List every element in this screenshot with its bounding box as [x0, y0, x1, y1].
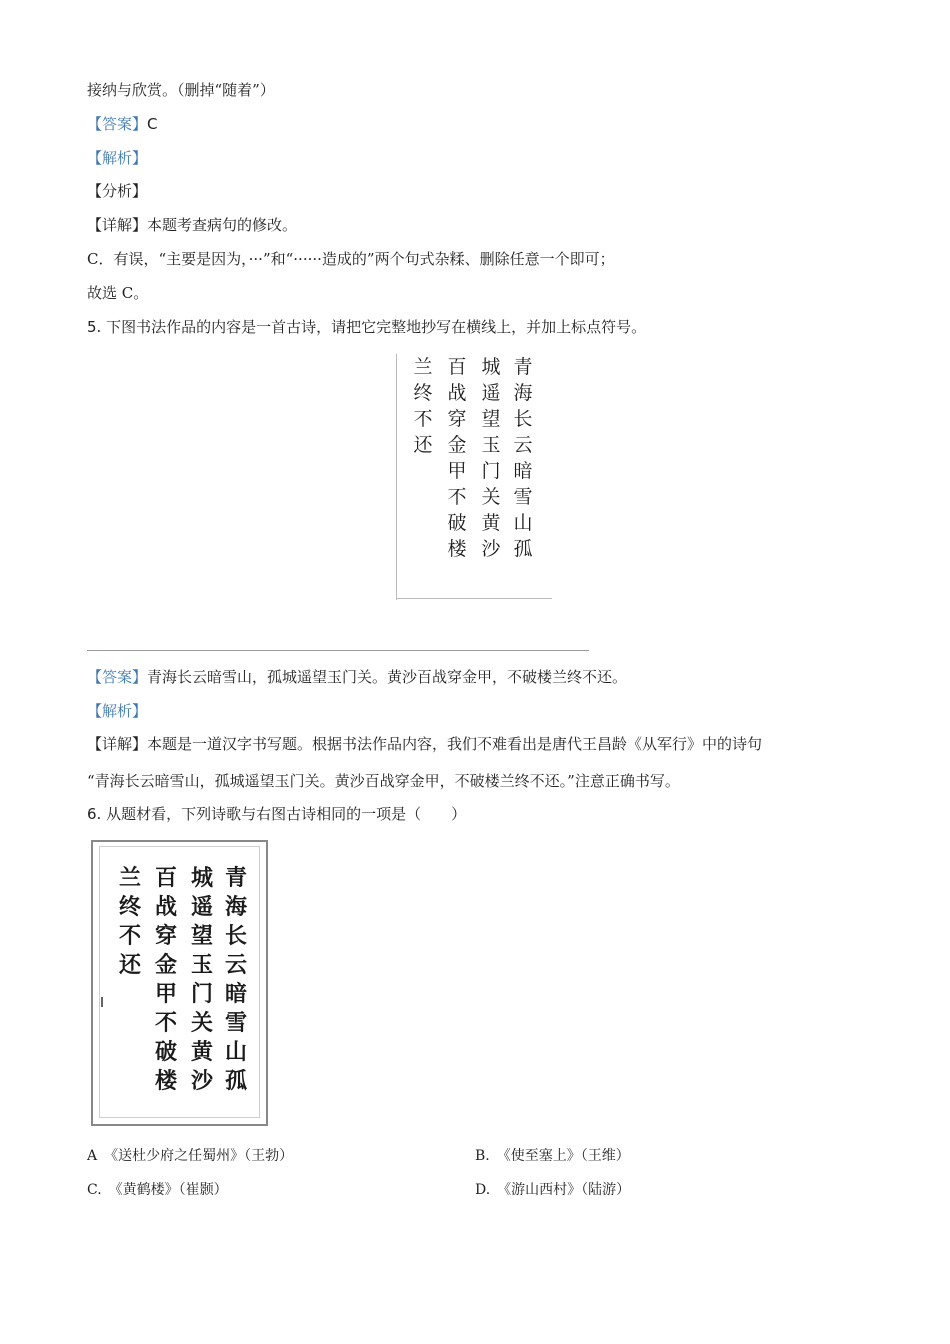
- calligraphy-char: 关: [190, 1010, 213, 1036]
- calligraphy-char: 穿: [154, 923, 177, 949]
- calligraphy-char: 海: [224, 894, 247, 920]
- calligraphy-char: 终: [413, 382, 433, 404]
- question-text: . 从题材看，下列诗歌与右图古诗相同的一项是（ ）: [96, 805, 467, 823]
- option-a: A 《送杜少府之任蜀州》（王勃）: [87, 1148, 294, 1164]
- question-number: 5: [87, 318, 97, 336]
- answer-line: [87, 114, 158, 134]
- option-b: B. 《使至塞上》（王维）: [475, 1148, 630, 1164]
- calligraphy-char: 暗: [513, 460, 533, 482]
- calligraphy-char: 雪: [513, 486, 533, 508]
- calligraphy-column: [508, 354, 538, 562]
- detail-line: 【详解】本题考查病句的修改。: [87, 216, 298, 234]
- calligraphy-char: 金: [154, 952, 177, 978]
- calligraphy-column: [442, 354, 472, 562]
- calligraphy-char: 玉: [190, 952, 213, 978]
- calligraphy-char: 长: [224, 923, 247, 949]
- calligraphy-char: 甲: [447, 460, 467, 482]
- calligraphy-char: 百: [154, 865, 177, 891]
- answer-value: 青海长云暗雪山，孤城遥望玉门关。黄沙百战穿金甲，不破楼兰终不还。: [147, 668, 628, 686]
- calligraphy-char: 云: [513, 434, 533, 456]
- calligraphy-char: 玉: [481, 434, 501, 456]
- calligraphy-char: 兰: [118, 865, 141, 891]
- calligraphy-char: 青: [224, 865, 247, 891]
- calligraphy-char: 终: [118, 894, 141, 920]
- calligraphy-char: 还: [413, 434, 433, 456]
- calligraphy-char: 甲: [154, 981, 177, 1007]
- calligraphy-char: 遥: [481, 382, 501, 404]
- fenxi-heading: 【分析】: [87, 182, 148, 200]
- calligraphy-char: 青: [513, 356, 533, 378]
- calligraphy-column: [221, 864, 251, 1096]
- calligraphy-column: [187, 864, 217, 1096]
- calligraphy-char: 山: [513, 512, 533, 534]
- calligraphy-char: 百: [447, 356, 467, 378]
- calligraphy-char: 望: [481, 408, 501, 430]
- option-c: C. 《黄鹤楼》（崔颢）: [87, 1182, 228, 1198]
- calligraphy-column: [115, 864, 145, 980]
- calligraphy-char: 穿: [447, 408, 467, 430]
- calligraphy-char: 海: [513, 382, 533, 404]
- calligraphy-column: [476, 354, 506, 562]
- calligraphy-char: 不: [413, 408, 433, 430]
- text-line: 接纳与欣赏。（删掉“随着”）: [87, 81, 275, 99]
- calligraphy-char: 楼: [154, 1068, 177, 1094]
- detail-line: “青海长云暗雪山，孤城遥望玉门关。黄沙百战穿金甲，不破楼兰终不还。”注意正确书写。: [87, 772, 680, 790]
- calligraphy-char: 破: [154, 1039, 177, 1065]
- calligraphy-char: 关: [481, 486, 501, 508]
- calligraphy-char: 暗: [224, 981, 247, 1007]
- detail-line: 【详解】本题是一道汉字书写题。根据书法作品内容，我们不难看出是唐代王昌龄《从军行》中的诗句: [87, 735, 763, 753]
- calligraphy-char: 不: [447, 486, 467, 508]
- calligraphy-char: 黄: [481, 512, 501, 534]
- answer-value: C: [147, 115, 158, 133]
- calligraphy-char: 金: [447, 434, 467, 456]
- analysis-tag: 【解析】: [87, 149, 148, 167]
- calligraphy-char: 孤: [224, 1068, 247, 1094]
- calligraphy-image: [91, 840, 268, 1126]
- answer-blank-line: [87, 650, 589, 651]
- image-border: [396, 354, 397, 600]
- analysis-tag: 【解析】: [87, 702, 148, 720]
- image-border: [396, 598, 552, 599]
- calligraphy-char: 还: [118, 952, 141, 978]
- calligraphy-char: 雪: [224, 1010, 247, 1036]
- calligraphy-char: 黄: [190, 1039, 213, 1065]
- calligraphy-char: 楼: [447, 538, 467, 560]
- option-d: D. 《游山西村》（陆游）: [475, 1182, 631, 1198]
- calligraphy-char: 战: [154, 894, 177, 920]
- calligraphy-column: [151, 864, 181, 1096]
- question-text: . 下图书法作品的内容是一首古诗，请把它完整地抄写在横线上，并加上标点符号。: [96, 318, 647, 336]
- calligraphy-char: 门: [481, 460, 501, 482]
- question-number: 6: [87, 805, 97, 823]
- question-5: [87, 317, 646, 337]
- calligraphy-char: 望: [190, 923, 213, 949]
- conclusion-line: 故选 C。: [87, 284, 149, 302]
- calligraphy-char: 沙: [190, 1068, 213, 1094]
- calligraphy-char: 云: [224, 952, 247, 978]
- calligraphy-char: 城: [190, 865, 213, 891]
- calligraphy-char: 门: [190, 981, 213, 1007]
- calligraphy-image: [396, 354, 552, 600]
- calligraphy-char: 城: [481, 356, 501, 378]
- question-6: [87, 804, 466, 824]
- calligraphy-char: 长: [513, 408, 533, 430]
- calligraphy-char: 破: [447, 512, 467, 534]
- detail-line: C．有误，“主要是因为，···”和“······造成的”两个句式杂糅、删除任意一个即可；: [87, 250, 615, 268]
- calligraphy-char: 战: [447, 382, 467, 404]
- answer-tag: 【答案】: [87, 668, 148, 686]
- calligraphy-char: 山: [224, 1039, 247, 1065]
- calligraphy-char: 兰: [413, 356, 433, 378]
- calligraphy-char: 不: [118, 923, 141, 949]
- calligraphy-char: 不: [154, 1010, 177, 1036]
- calligraphy-char: 沙: [481, 538, 501, 560]
- image-mark: [101, 997, 103, 1007]
- answer-tag: 【答案】: [87, 115, 148, 133]
- answer-line: [87, 667, 627, 687]
- calligraphy-column: [408, 354, 438, 458]
- calligraphy-char: 遥: [190, 894, 213, 920]
- calligraphy-char: 孤: [513, 538, 533, 560]
